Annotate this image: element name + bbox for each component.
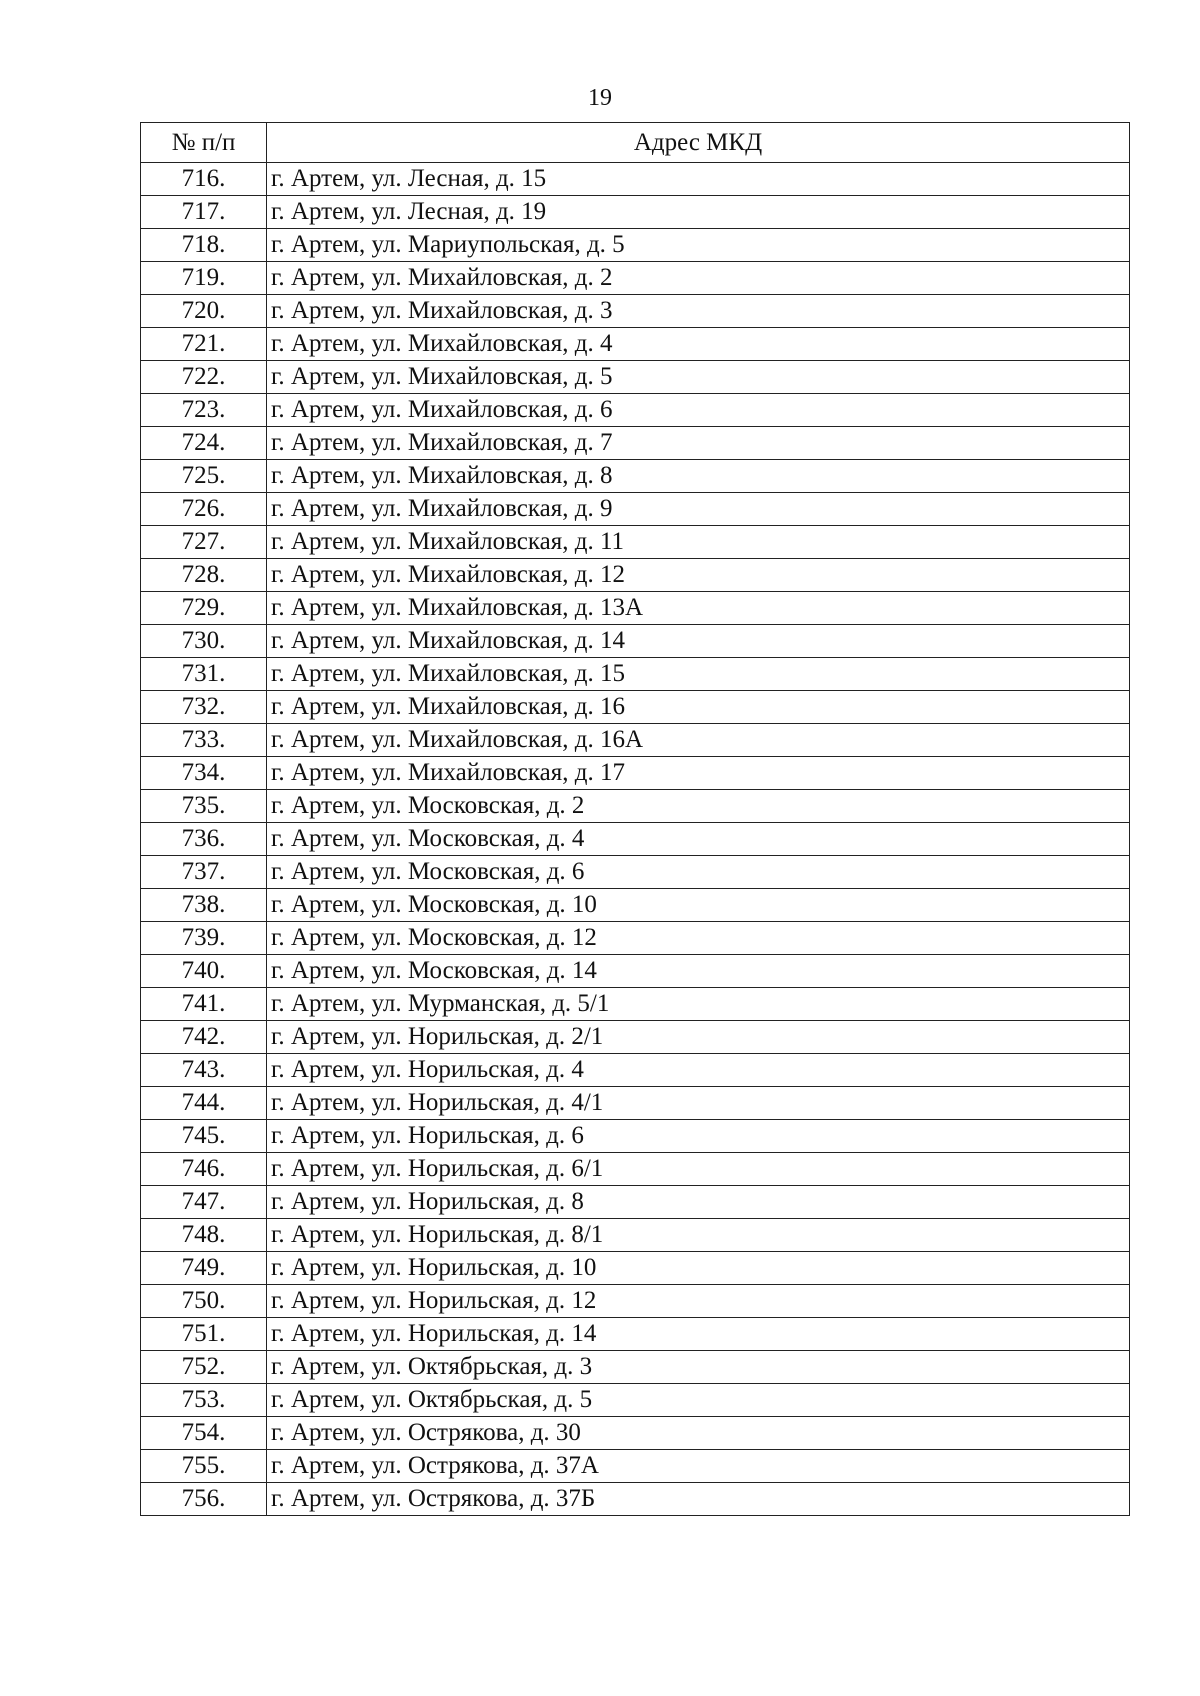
row-address: г. Артем, ул. Острякова, д. 37А — [267, 1450, 1130, 1483]
row-address: г. Артем, ул. Михайловская, д. 5 — [267, 361, 1130, 394]
row-address: г. Артем, ул. Михайловская, д. 11 — [267, 526, 1130, 559]
table-header-row — [141, 123, 1130, 163]
table-row — [141, 658, 1130, 691]
table-row — [141, 163, 1130, 196]
row-address: г. Артем, ул. Норильская, д. 6 — [267, 1120, 1130, 1153]
row-address: г. Артем, ул. Михайловская, д. 15 — [267, 658, 1130, 691]
row-address: г. Артем, ул. Московская, д. 14 — [267, 955, 1130, 988]
row-address: г. Артем, ул. Московская, д. 10 — [267, 889, 1130, 922]
table-row — [141, 1054, 1130, 1087]
row-address: г. Артем, ул. Михайловская, д. 12 — [267, 559, 1130, 592]
row-address: г. Артем, ул. Михайловская, д. 7 — [267, 427, 1130, 460]
table-row — [141, 328, 1130, 361]
table-row — [141, 757, 1130, 790]
page-number: 19 — [588, 85, 612, 111]
row-number: 724. — [141, 427, 267, 460]
row-number: 738. — [141, 889, 267, 922]
row-number: 741. — [141, 988, 267, 1021]
row-number: 754. — [141, 1417, 267, 1450]
row-address: г. Артем, ул. Норильская, д. 8 — [267, 1186, 1130, 1219]
table-row — [141, 1285, 1130, 1318]
row-number: 719. — [141, 262, 267, 295]
row-address: г. Артем, ул. Михайловская, д. 14 — [267, 625, 1130, 658]
table-row — [141, 922, 1130, 955]
row-address: г. Артем, ул. Острякова, д. 30 — [267, 1417, 1130, 1450]
table-row — [141, 394, 1130, 427]
row-number: 745. — [141, 1120, 267, 1153]
row-number: 718. — [141, 229, 267, 262]
table-row — [141, 295, 1130, 328]
column-header-address: Адрес МКД — [267, 123, 1130, 163]
row-number: 733. — [141, 724, 267, 757]
table-row — [141, 856, 1130, 889]
row-number: 748. — [141, 1219, 267, 1252]
row-number: 755. — [141, 1450, 267, 1483]
row-address: г. Артем, ул. Михайловская, д. 4 — [267, 328, 1130, 361]
table-row — [141, 889, 1130, 922]
row-number: 753. — [141, 1384, 267, 1417]
row-number: 750. — [141, 1285, 267, 1318]
table-row — [141, 229, 1130, 262]
row-address: г. Артем, ул. Московская, д. 2 — [267, 790, 1130, 823]
row-number: 737. — [141, 856, 267, 889]
row-number: 743. — [141, 1054, 267, 1087]
row-number: 721. — [141, 328, 267, 361]
row-number: 720. — [141, 295, 267, 328]
row-number: 735. — [141, 790, 267, 823]
row-number: 740. — [141, 955, 267, 988]
table-row — [141, 1351, 1130, 1384]
row-address: г. Артем, ул. Московская, д. 6 — [267, 856, 1130, 889]
row-address: г. Артем, ул. Норильская, д. 12 — [267, 1285, 1130, 1318]
row-number: 717. — [141, 196, 267, 229]
table-row — [141, 691, 1130, 724]
table-row — [141, 196, 1130, 229]
table-row — [141, 1021, 1130, 1054]
table-row — [141, 1120, 1130, 1153]
row-address: г. Артем, ул. Михайловская, д. 6 — [267, 394, 1130, 427]
table-row — [141, 724, 1130, 757]
row-address: г. Артем, ул. Лесная, д. 19 — [267, 196, 1130, 229]
row-address: г. Артем, ул. Октябрьская, д. 5 — [267, 1384, 1130, 1417]
row-address: г. Артем, ул. Норильская, д. 6/1 — [267, 1153, 1130, 1186]
row-number: 747. — [141, 1186, 267, 1219]
row-number: 729. — [141, 592, 267, 625]
row-number: 751. — [141, 1318, 267, 1351]
row-address: г. Артем, ул. Норильская, д. 2/1 — [267, 1021, 1130, 1054]
row-number: 723. — [141, 394, 267, 427]
table-row — [141, 1186, 1130, 1219]
table-row — [141, 1153, 1130, 1186]
row-address: г. Артем, ул. Норильская, д. 14 — [267, 1318, 1130, 1351]
row-address: г. Артем, ул. Норильская, д. 10 — [267, 1252, 1130, 1285]
table-row — [141, 955, 1130, 988]
row-number: 726. — [141, 493, 267, 526]
table-row — [141, 1384, 1130, 1417]
row-address: г. Артем, ул. Норильская, д. 4 — [267, 1054, 1130, 1087]
row-address: г. Артем, ул. Михайловская, д. 17 — [267, 757, 1130, 790]
row-address: г. Артем, ул. Лесная, д. 15 — [267, 163, 1130, 196]
row-number: 732. — [141, 691, 267, 724]
column-header-number: № п/п — [141, 123, 267, 163]
table-row — [141, 361, 1130, 394]
row-address: г. Артем, ул. Михайловская, д. 13А — [267, 592, 1130, 625]
table-row — [141, 559, 1130, 592]
row-address: г. Артем, ул. Норильская, д. 8/1 — [267, 1219, 1130, 1252]
table-row — [141, 823, 1130, 856]
row-number: 731. — [141, 658, 267, 691]
table-row — [141, 1318, 1130, 1351]
table-row — [141, 625, 1130, 658]
row-address: г. Артем, ул. Острякова, д. 37Б — [267, 1483, 1130, 1516]
table-row — [141, 592, 1130, 625]
row-address: г. Артем, ул. Михайловская, д. 3 — [267, 295, 1130, 328]
row-address: г. Артем, ул. Мурманская, д. 5/1 — [267, 988, 1130, 1021]
row-address: г. Артем, ул. Норильская, д. 4/1 — [267, 1087, 1130, 1120]
row-number: 746. — [141, 1153, 267, 1186]
row-address: г. Артем, ул. Мариупольская, д. 5 — [267, 229, 1130, 262]
row-number: 734. — [141, 757, 267, 790]
row-number: 727. — [141, 526, 267, 559]
table-row — [141, 1219, 1130, 1252]
table-row — [141, 460, 1130, 493]
row-number: 749. — [141, 1252, 267, 1285]
table-row — [141, 1450, 1130, 1483]
row-number: 725. — [141, 460, 267, 493]
row-number: 716. — [141, 163, 267, 196]
table-row — [141, 1087, 1130, 1120]
table-row — [141, 427, 1130, 460]
table-row — [141, 1483, 1130, 1516]
row-address: г. Артем, ул. Михайловская, д. 2 — [267, 262, 1130, 295]
row-address: г. Артем, ул. Московская, д. 12 — [267, 922, 1130, 955]
table-body — [141, 163, 1130, 1516]
table-row — [141, 1252, 1130, 1285]
row-address: г. Артем, ул. Московская, д. 4 — [267, 823, 1130, 856]
row-number: 730. — [141, 625, 267, 658]
row-number: 756. — [141, 1483, 267, 1516]
row-number: 736. — [141, 823, 267, 856]
address-table — [140, 122, 1130, 1516]
table-row — [141, 790, 1130, 823]
row-address: г. Артем, ул. Михайловская, д. 16А — [267, 724, 1130, 757]
table-row — [141, 1417, 1130, 1450]
row-number: 744. — [141, 1087, 267, 1120]
row-address: г. Артем, ул. Михайловская, д. 8 — [267, 460, 1130, 493]
table-row — [141, 493, 1130, 526]
row-number: 742. — [141, 1021, 267, 1054]
row-address: г. Артем, ул. Михайловская, д. 9 — [267, 493, 1130, 526]
row-number: 739. — [141, 922, 267, 955]
table-row — [141, 262, 1130, 295]
table-row — [141, 988, 1130, 1021]
row-number: 728. — [141, 559, 267, 592]
row-address: г. Артем, ул. Михайловская, д. 16 — [267, 691, 1130, 724]
row-number: 752. — [141, 1351, 267, 1384]
row-number: 722. — [141, 361, 267, 394]
row-address: г. Артем, ул. Октябрьская, д. 3 — [267, 1351, 1130, 1384]
table-row — [141, 526, 1130, 559]
